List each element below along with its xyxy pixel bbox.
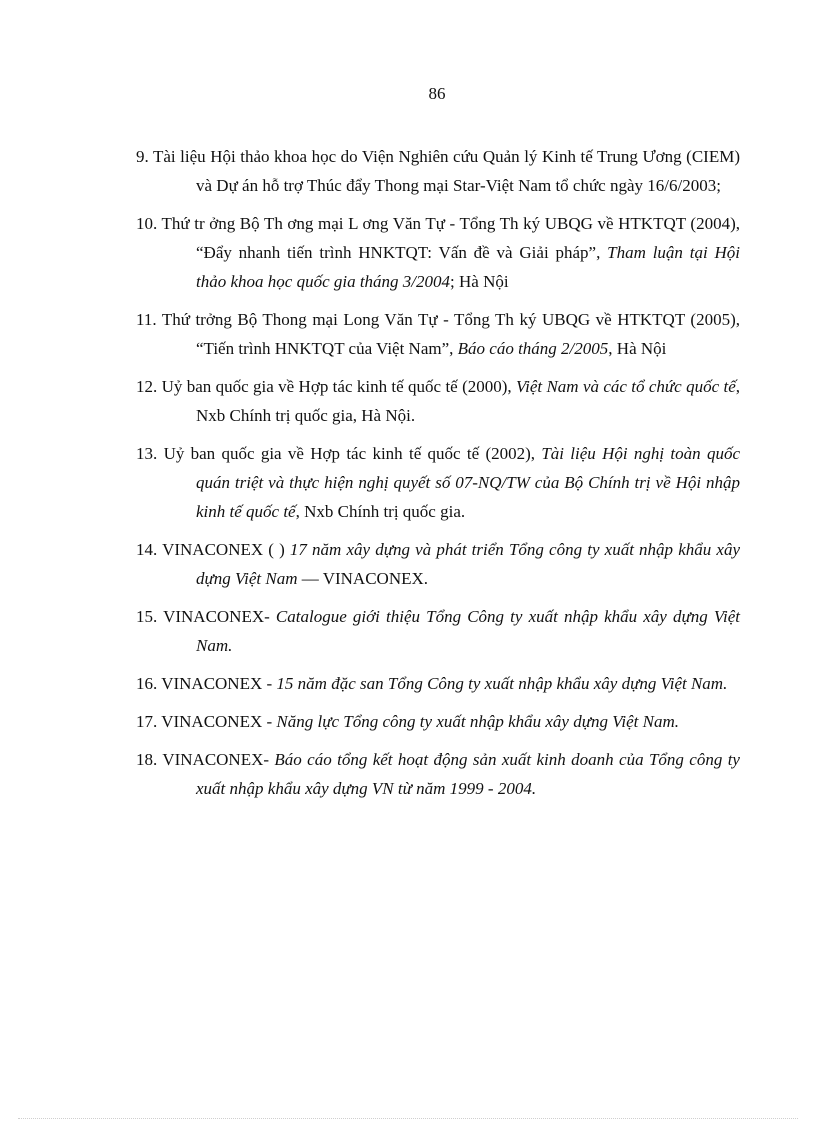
reference-item [136,439,740,526]
reference-item [136,372,740,430]
reference-title: Việt Nam và các tổ chức quốc tế [516,377,736,396]
reference-title: Tham luận tại Hội thảo khoa học quốc gia tháng 3/2004 [196,243,741,291]
reference-text: Thứ tr ởng Bộ Th ơng mại L ơng Văn Tự - Tổng Th ký UBQG về HTKTQT (2004), “Đẩy nhanh tiến trình HNKTQT: Vấn đề và Giải pháp”, [161,214,740,262]
reference-item [136,209,740,296]
reference-text: Uỷ ban quốc gia về Hợp tác kinh tế quốc tế (2002), [163,444,542,463]
reference-text: Thứ trởng Bộ Thong mại Long Văn Tự - Tổng Th ký UBQG về HTKTQT (2005), “Tiến trình HNKTQT của Việt Nam”, [161,310,741,358]
reference-number: 18. [136,750,163,769]
reference-item [136,305,740,363]
reference-number: 11. [136,310,162,329]
reference-title: Catalogue giới thiệu Tổng Công ty xuất nhập khẩu xây dựng Việt Nam. [196,607,740,655]
reference-number: 14. [136,540,163,559]
reference-text: VINACONEX - [161,674,277,693]
reference-number: 12. [136,377,162,396]
reference-text: , Nxb Chính trị quốc gia, Hà Nội. [196,377,740,425]
reference-text: VINACONEX ( ) [162,540,290,559]
reference-text: ; Hà Nội [450,272,509,291]
reference-item [136,707,740,736]
reference-number: 17. [136,712,162,731]
reference-text: , Nxb Chính trị quốc gia. [295,502,466,521]
reference-text: — VINACONEX. [297,569,429,588]
reference-text: VINACONEX - [161,712,277,731]
reference-title: 17 năm xây dựng và phát triển Tổng công ty xuất nhập khẩu xây dựng Việt Nam [196,540,740,588]
reference-number: 10. [136,214,162,233]
reference-text: VINACONEX- [163,607,276,626]
reference-item [136,745,740,803]
reference-item [136,669,740,698]
reference-item [136,535,740,593]
page-number: 86 [428,84,446,103]
reference-text: Uỷ ban quốc gia về Hợp tác kinh tế quốc tế (2000), [161,377,516,396]
reference-item [136,602,740,660]
page-bottom-divider [18,1118,798,1119]
reference-list [136,142,740,812]
reference-item [136,142,740,200]
reference-text: Tài liệu Hội thảo khoa học do Viện Nghiên cứu Quản lý Kinh tế Trung Ương (CIEM) và Dự án hỗ trợ Thúc đẩy Thong mại Star-Việt Nam tổ chức ngày 16/6/2003; [152,147,740,195]
reference-number: 16. [136,674,162,693]
reference-text: VINACONEX- [162,750,275,769]
reference-text: , Hà Nội [608,339,667,358]
reference-title: Báo cáo tháng 2/2005 [457,339,609,358]
reference-title: Báo cáo tổng kết hoạt động sản xuất kinh doanh của Tổng công ty xuất nhập khẩu xây dựng VN từ năm 1999 - 2004. [196,750,740,798]
reference-number: 13. [136,444,164,463]
reference-title: Năng lực Tổng công ty xuất nhập khẩu xây dựng Việt Nam. [276,712,679,731]
reference-title: Tài liệu Hội nghị toàn quốc quán triệt và thực hiện nghị quyết số 07-NQ/TW của Bộ Chính trị về Hội nhập kinh tế quốc tế [196,444,740,521]
reference-number: 15. [136,607,164,626]
reference-number: 9. [136,147,153,166]
reference-title: 15 năm đặc san Tổng Công ty xuất nhập khẩu xây dựng Việt Nam. [276,674,728,693]
